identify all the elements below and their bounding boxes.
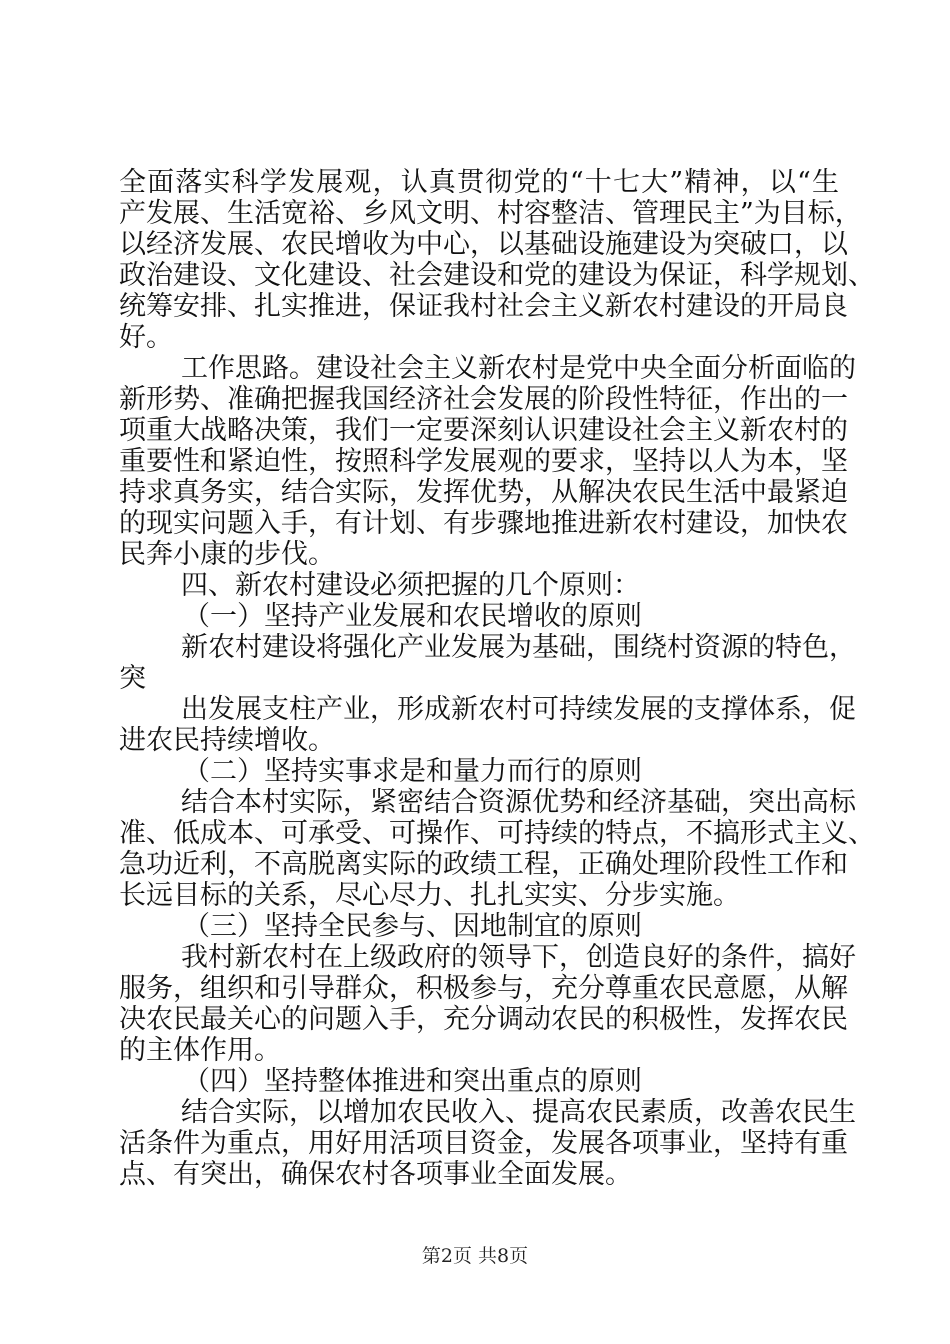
text-line: 准、低成本、可承受、可操作、可持续的特点，不搞形式主义、 xyxy=(119,818,875,849)
paragraph-first-line: 结合本村实际，紧密结合资源优势和经济基础，突出高标 xyxy=(181,787,856,818)
text-line: 重要性和紧迫性，按照科学发展观的要求，坚持以人为本，坚 xyxy=(119,446,848,477)
text-line: 突 xyxy=(119,663,146,694)
text-line: 决农民最关心的问题入手，充分调动农民的积极性，发挥农民 xyxy=(119,1004,848,1035)
text-line: 长远目标的关系，尽心尽力、扎扎实实、分步实施。 xyxy=(119,880,740,911)
text-line: 统筹安排、扎实推进，保证我村社会主义新农村建设的开局良 xyxy=(119,291,848,322)
text-line: 持求真务实，结合实际，发挥优势，从解决农民生活中最紧迫 xyxy=(119,477,848,508)
subsection-heading: （一）坚持产业发展和农民增收的原则 xyxy=(183,601,642,632)
text-line: 民奔小康的步伐。 xyxy=(119,539,335,570)
text-line: 产发展、生活宽裕、乡风文明、村容整洁、管理民主”为目标， xyxy=(119,198,862,229)
paragraph-first-line: 工作思路。建设社会主义新农村是党中央全面分析面临的 xyxy=(181,353,856,384)
text-line: 的主体作用。 xyxy=(119,1035,281,1066)
text-line: 以经济发展、农民增收为中心，以基础设施建设为突破口，以 xyxy=(119,229,848,260)
text-line: 的现实问题入手，有计划、有步骤地推进新农村建设，加快农 xyxy=(119,508,848,539)
text-line: 活条件为重点，用好用活项目资金，发展各项事业，坚持有重 xyxy=(119,1128,848,1159)
text-line: 点、有突出，确保农村各项事业全面发展。 xyxy=(119,1159,632,1190)
page-footer: 第2页 共8页 xyxy=(421,1245,529,1267)
subsection-heading: （三）坚持全民参与、因地制宜的原则 xyxy=(183,911,642,942)
text-line: 好。 xyxy=(119,322,173,353)
text-line: 项重大战略决策，我们一定要深刻认识建设社会主义新农村的 xyxy=(119,415,848,446)
subsection-heading: （四）坚持整体推进和突出重点的原则 xyxy=(183,1066,642,1097)
text-line: 全面落实科学发展观，认真贯彻党的“十七大”精神，以“生 xyxy=(119,167,839,198)
text-line: 出发展支柱产业，形成新农村可持续发展的支撑体系，促 xyxy=(181,694,856,725)
paragraph-first-line: 我村新农村在上级政府的领导下，创造良好的条件，搞好 xyxy=(181,942,856,973)
paragraph-first-line: 结合实际，以增加农民收入、提高农民素质，改善农民生 xyxy=(181,1097,856,1128)
section-heading: 四、新农村建设必须把握的几个原则： xyxy=(181,570,640,601)
text-line: 政治建设、文化建设、社会建设和党的建设为保证，科学规划、 xyxy=(119,260,875,291)
text-line: 新形势、准确把握我国经济社会发展的阶段性特征，作出的一 xyxy=(119,384,848,415)
text-line: 进农民持续增收。 xyxy=(119,725,335,756)
text-line: 服务，组织和引导群众，积极参与，充分尊重农民意愿，从解 xyxy=(119,973,848,1004)
subsection-heading: （二）坚持实事求是和量力而行的原则 xyxy=(183,756,642,787)
paragraph-first-line: 新农村建设将强化产业发展为基础，围绕村资源的特色， xyxy=(181,632,856,663)
text-line: 急功近利，不高脱离实际的政绩工程，正确处理阶段性工作和 xyxy=(119,849,848,880)
